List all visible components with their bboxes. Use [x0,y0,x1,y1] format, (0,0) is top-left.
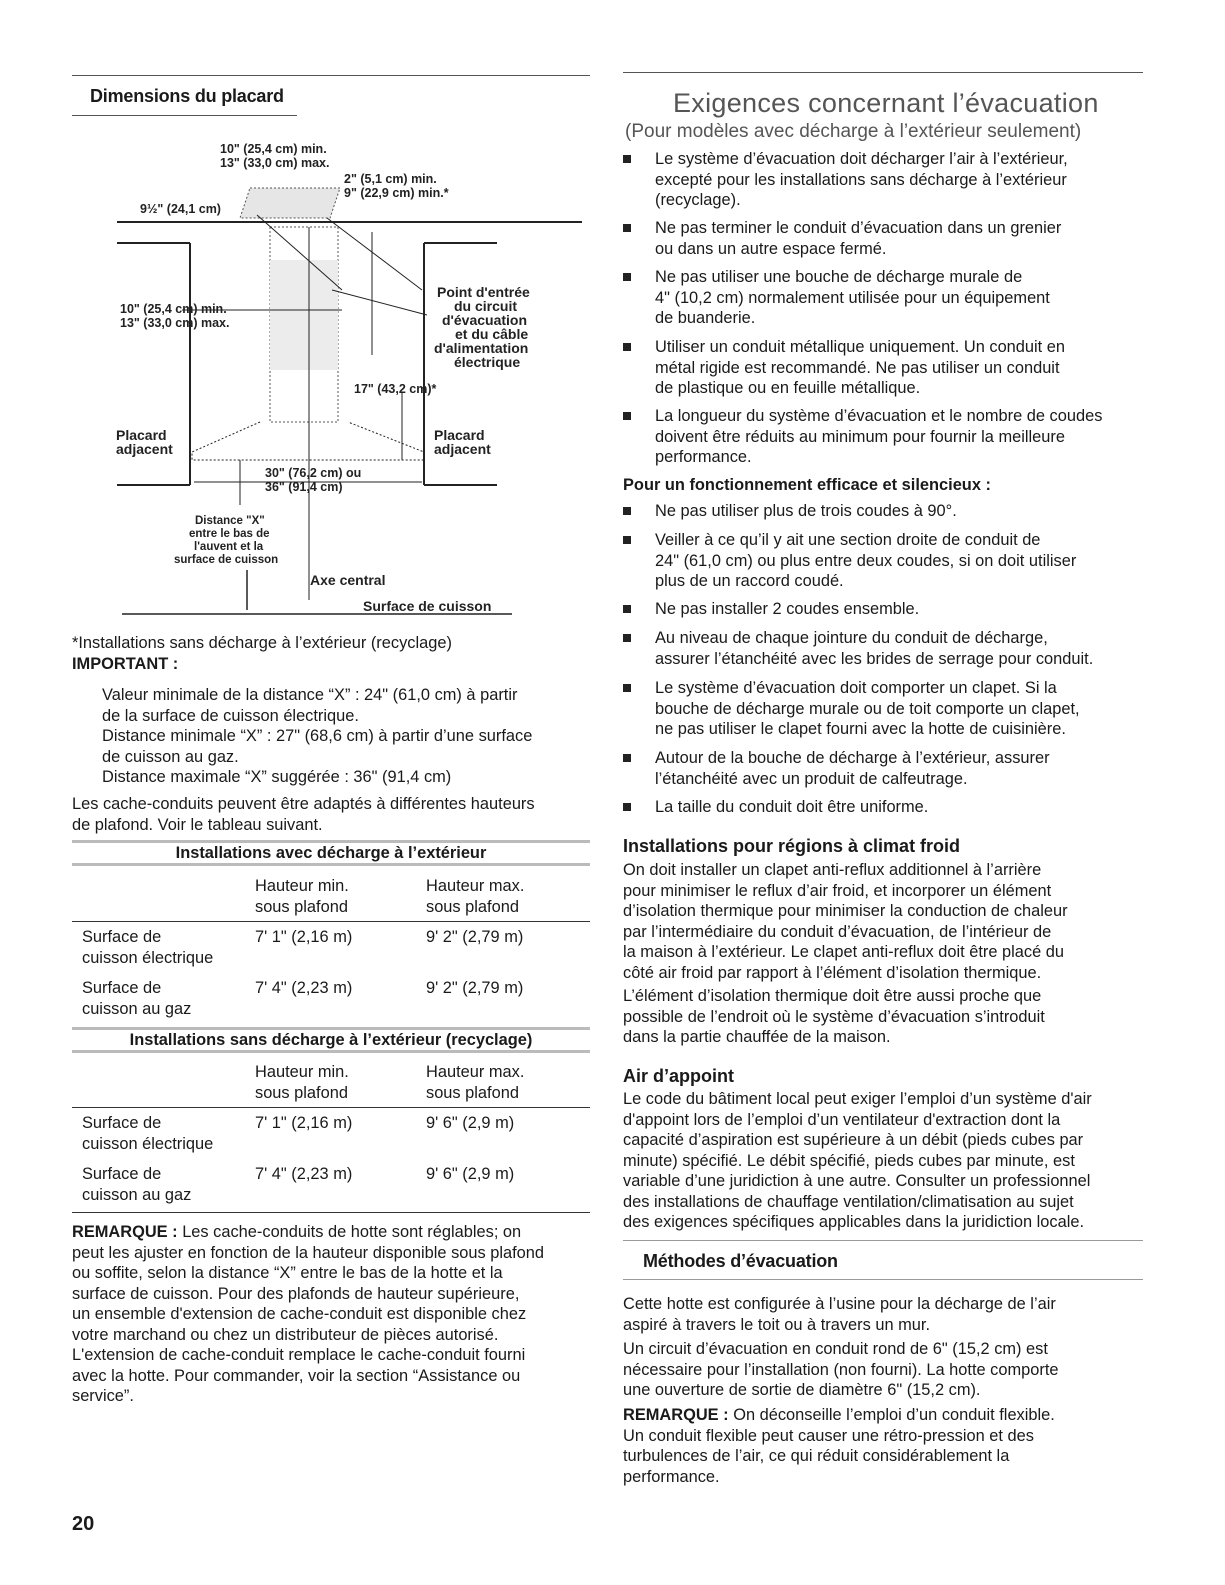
entry-2: du circuit [454,298,518,314]
important-line: Distance maximale “X” suggérée : 36" (91,4 cm) [102,768,452,786]
table1-row1-max: 9' 2" (2,79 m) [426,928,524,946]
width-1: 30" (76,2 cm) ou [265,466,362,480]
distance-1: Distance "X" [195,515,265,527]
remark-line: L'extension de cache-conduit remplace le cache-conduit fourni [72,1346,526,1364]
table2-row2-min: 7' 4" (2,23 m) [255,1165,353,1183]
methods-remark: REMARQUE : On déconseille l’emploi d’un conduit flexible. Un conduit flexible peut causer une rétro-pression et des turbulences de l’air, ce qui réduit considérablement la performance. [623,1406,1055,1486]
important-text [102,685,532,788]
cabinet-left-2: adjacent [116,441,173,457]
important-line: de la surface de cuisson électrique. [102,706,359,725]
remark-line: ou soffite, selon la distance “X” entre le bas de la hotte et la [72,1264,503,1282]
table2-bottom-rule [72,1212,590,1213]
remark-line: un ensemble d'extension de cache-conduit est disponible chez [72,1305,527,1323]
table2-row2-label: Surface de cuisson au gaz [82,1165,192,1204]
cabinet-left-1: Placard [116,427,167,443]
offset-min-2: 9" (22,9 cm) min.* [344,186,449,200]
air-heading: Air d’appoint [623,1066,734,1086]
air-paragraph: Le code du bâtiment local peut exiger l’emploi d’un système d'air d'appoint lors de l’emploi d’un ventilateur d'extraction dont la capacité d’aspiration est supérieure à un débit (pieds cubes par minute) spécifié. Le débit spécifié, pieds cubes par minute, est variable d’une juridiction à une autre. Consulter un professionnel des installations de chauffage ventilation/climatisation au sujet des exigences spécifiques applicables dans la juridiction locale. [623,1090,1092,1231]
table1-row2-max: 9' 2" (2,79 m) [426,979,524,997]
table1-row1-min: 7' 1" (2,16 m) [255,928,353,946]
methods-paragraph-2: Un circuit d’évacuation en conduit rond de 6" (15,2 cm) est nécessaire pour l’installation (non fourni). La hotte comporte une ouverture de sortie de diamètre 6" (15,2 cm). [623,1340,1059,1399]
methods-top-rule [623,1240,1143,1241]
table2-row1-label: Surface de cuisson électrique [82,1114,214,1153]
important-line: Valeur minimale de la distance “X” : 24" (61,0 cm) à partir [102,686,518,704]
remark-line: votre marchand ou chez un distributeur de pièces autorisé. [72,1325,499,1344]
remark-label: REMARQUE : [72,1223,178,1241]
remark-line: avec la hotte. Pour commander, voir la section “Assistance ou [72,1366,521,1385]
cold-paragraph-2: L’élément d’isolation thermique doit être aussi proche que possible de l’endroit où le système d’évacuation s’introduit dans la partie chauffée de la maison. [623,987,1045,1046]
table2-header-min: Hauteur min. sous plafond [255,1063,349,1102]
intro-line: de plafond. Voir le tableau suivant. [72,815,323,834]
table2-row1-max: 9' 6" (2,9 m) [426,1114,515,1132]
cold-heading: Installations pour régions à climat froid [623,836,961,856]
top-width-max: 13" (33,0 cm) max. [220,156,330,170]
width-2: 36" (91,4 cm) [265,480,343,494]
methods-remark-label: REMARQUE : [623,1406,729,1424]
table2-title: Installations sans décharge à l’extérieur (recyclage) [72,1027,590,1053]
distance-3: l'auvent et la [194,541,264,553]
methods-bottom-rule [623,1279,1143,1280]
cabinet-dimension-diagram [72,130,590,625]
methods-paragraph-1: Cette hotte est configurée à l’usine pour la décharge de l’air aspiré à travers le toit ou à travers un mur. [623,1295,1056,1334]
important-label: IMPORTANT : [72,655,179,673]
footnote: *Installations sans décharge à l’extérieur (recyclage) [72,634,452,652]
depth-label: 9½" (24,1 cm) [140,202,221,216]
remark-line: service”. [72,1387,134,1405]
table2-header-max: Hauteur max. sous plafond [426,1063,525,1102]
entry-5: d'alimentation [434,340,529,356]
cabinet-right-2: adjacent [434,441,491,457]
intro-line: Les cache-conduits peuvent être adaptés à différentes hauteurs [72,795,535,813]
efficient-heading: Pour un fonctionnement efficace et silencieux : [623,476,991,494]
table1-row1-label: Surface de cuisson électrique [82,928,214,967]
table1-row2-min: 7' 4" (2,23 m) [255,979,353,997]
important-line: Distance minimale “X” : 27" (68,6 cm) à partir d’une surface [102,727,533,745]
table1-header-max: Hauteur max. sous plafond [426,877,525,916]
page-number: 20 [72,1513,95,1535]
cold-paragraph-1: On doit installer un clapet anti-reflux additionnel à l’arrière pour minimiser le reflux d’air froid, et incorporer un élément d’isolation thermique pour minimiser la conduction de chaleur par l’intermédiaire du conduit d’évacuation, de l’intérieur de la maison à l’extérieur. Le clapet anti-reflux doit être placé du côté air froid par rapport à l’élément d’isolation thermique. [623,861,1068,982]
intro-text [72,794,535,835]
remark-line: peut les ajuster en fonction de la hauteur disponible sous plafond [72,1243,545,1262]
top-rule-right [623,72,1143,73]
table1-row2-label: Surface de cuisson au gaz [82,979,192,1018]
table1-header-min: Hauteur min. sous plafond [255,877,349,916]
remark-line: surface de cuisson. Pour des plafonds de hauteur supérieure, [72,1284,520,1303]
top-width-min: 10" (25,4 cm) min. [220,142,327,156]
distance-4: surface de cuisson [174,554,279,566]
remark-text [72,1222,592,1407]
page-title: Exigences concernant l’évacuation [673,88,1099,118]
side-min: 10" (25,4 cm) min. [120,302,227,316]
distance-2: entre le bas de [189,528,270,540]
important-line: de cuisson au gaz. [102,747,239,766]
offset-min: 2" (5,1 cm) min. [344,172,437,186]
axis-label: Axe central [310,572,386,588]
page-subtitle: (Pour modèles avec décharge à l’extérieur seulement) [625,121,1082,142]
table1-title: Installations avec décharge à l’extérieur [72,840,590,866]
top-rule [72,75,590,76]
table1-rule [72,921,590,922]
entry-1: Point d'entrée [437,284,530,300]
cabinet-right-1: Placard [434,427,485,443]
height-label: 17" (43,2 cm)* [354,382,437,396]
surface-label: Surface de cuisson [363,598,492,614]
entry-3: d'évacuation [442,312,528,328]
table2-rule [72,1107,590,1108]
methods-title: Méthodes d’évacuation [643,1251,838,1271]
side-max: 13" (33,0 cm) max. [120,316,230,330]
remark-line: Les cache-conduits de hotte sont réglables; on [177,1223,522,1241]
section-rule [72,115,297,116]
table2-row2-max: 9' 6" (2,9 m) [426,1165,515,1183]
table2-row1-min: 7' 1" (2,16 m) [255,1114,353,1132]
entry-6: électrique [454,354,521,370]
section-title: Dimensions du placard [90,86,284,106]
entry-4: et du câble [455,326,529,342]
